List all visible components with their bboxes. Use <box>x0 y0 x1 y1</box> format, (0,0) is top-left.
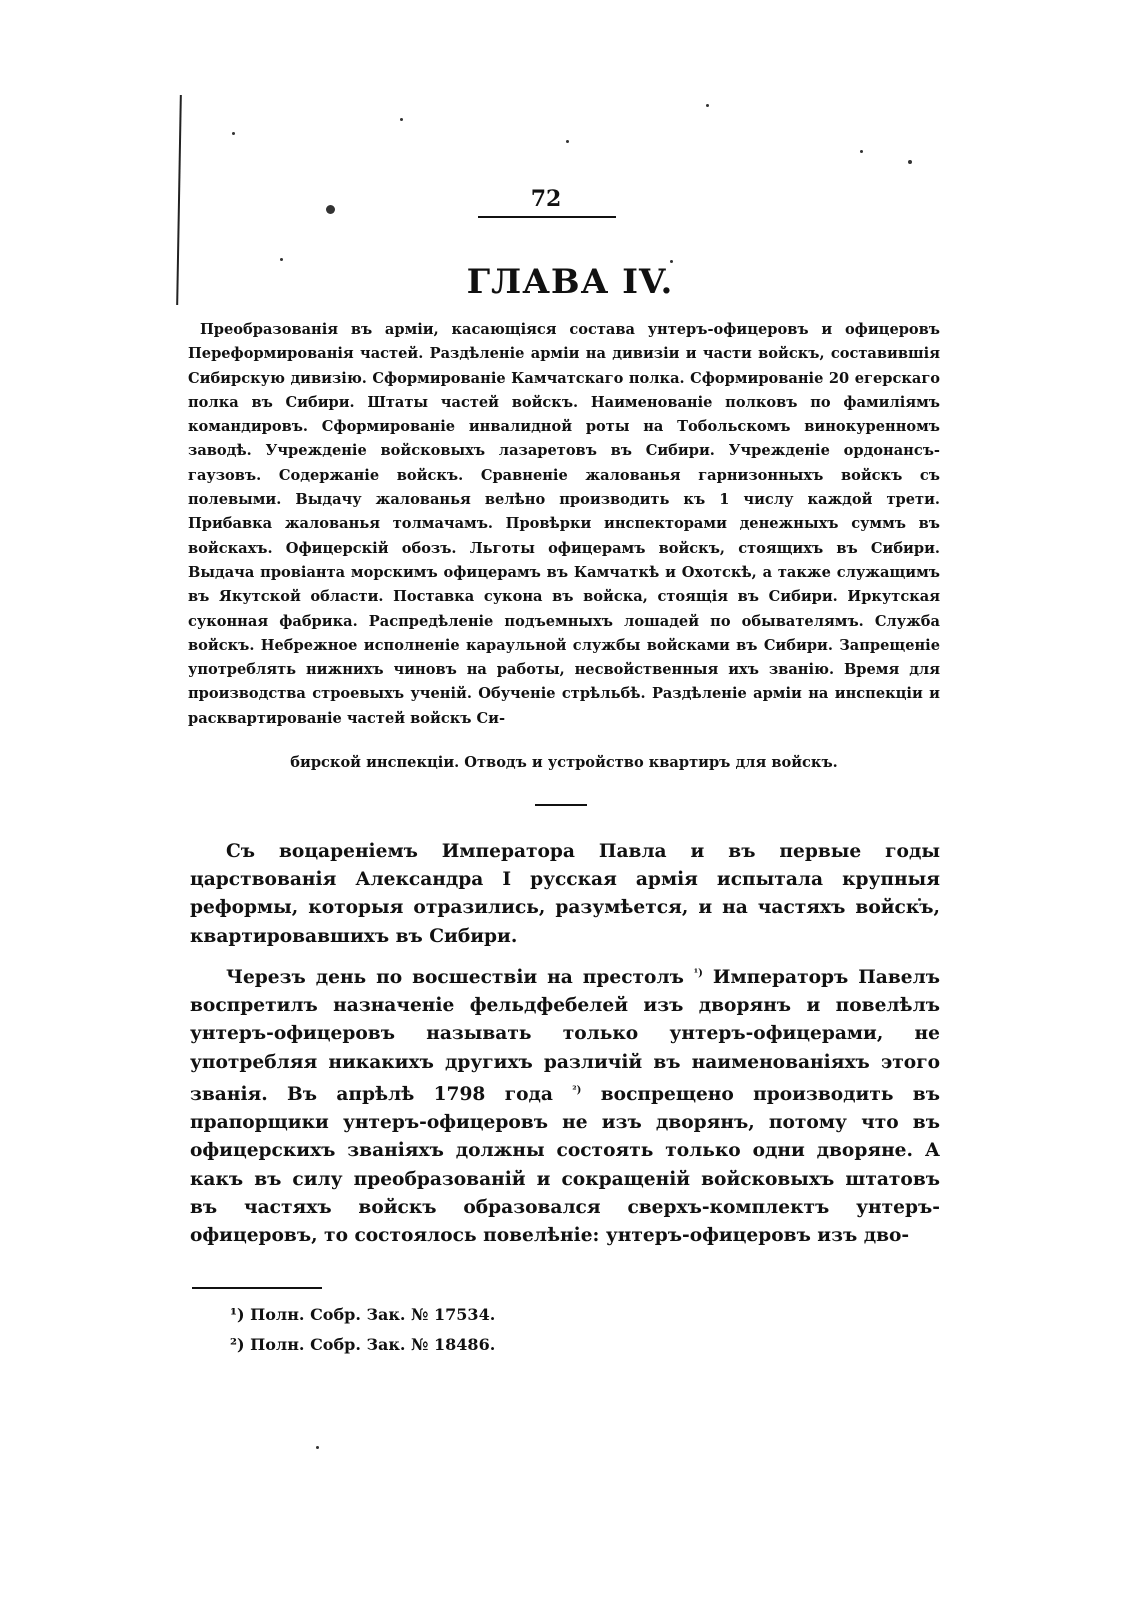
footnotes <box>230 1300 730 1360</box>
footnote-ref: ¹) <box>693 967 703 979</box>
footnote-ref: ²) <box>572 1084 582 1096</box>
section-separator <box>535 804 587 806</box>
scan-speck <box>566 140 569 143</box>
chapter-title: ГЛАВА IV. <box>466 262 674 302</box>
scan-speck <box>326 205 335 214</box>
paragraph-text: воспрещено производить въ прапорщики унтеръ-офицеровъ не изъ дворянъ, потому что въ офицерскихъ званіяхъ должны состоять только одни дворяне. А какъ въ силу преобразованій и сокращеній войсковыхъ штатовъ въ частяхъ войскъ образовался сверхъ-комплектъ унтеръ-офицеровъ, то состоялось повелѣніе: унтеръ-офицеровъ изъ дво- <box>190 1084 940 1247</box>
page-number-rule <box>478 216 616 218</box>
paragraph-text: Императоръ Павелъ воспретилъ назначеніе фельдфебелей изъ дворянъ и повелѣлъ унтеръ-офицеровъ называть только унтеръ-офицерами, не употребляя никакихъ другихъ различій въ наименованіяхъ этого званія. Въ апрѣлѣ 1798 года <box>190 967 940 1105</box>
scan-speck <box>860 150 863 153</box>
paragraph <box>190 960 940 1250</box>
scan-speck <box>706 104 709 107</box>
scan-speck <box>280 258 283 261</box>
footnote: ²) Полн. Собр. Зак. № 18486. <box>230 1335 496 1354</box>
scan-speck <box>232 132 235 135</box>
body-text <box>190 838 940 1259</box>
paragraph-text: Черезъ день по восшествіи на престолъ <box>226 967 684 988</box>
footnote: ¹) Полн. Собр. Зак. № 17534. <box>230 1305 496 1324</box>
paragraph: Съ воцареніемъ Императора Павла и въ первые годы царствованія Александра I русская армія испытала крупныя реформы, которыя отразились, разумѣется, и на частяхъ войскъ, квартировавшихъ въ Сибири. <box>190 841 940 947</box>
footnote-rule <box>192 1287 322 1289</box>
chapter-summary-last-line: бирской инспекціи. Отводъ и устройство квартиръ для войскъ. <box>290 754 838 771</box>
page-number: 72 <box>530 186 562 212</box>
scan-speck <box>316 1446 319 1449</box>
scan-speck <box>908 160 912 164</box>
chapter-summary: Преобразованія въ арміи, касающіяся состава унтеръ-офицеровъ и офицеровъ Переформированія частей. Раздѣленіе арміи на дивизіи и части войскъ, составившія Сибирскую дивизію. Сформированіе Камчатскаго полка. Сформированіе 20 егерскаго полка въ Сибири. Штаты частей войскъ. Наименованіе полковъ по фамиліямъ командировъ. Сформированіе инвалидной роты на Тобольскомъ винокуренномъ заводѣ. Учрежденіе войсковыхъ лазаретовъ въ Сибири. Учрежденіе ордонансъ-гаузовъ. Содержаніе войскъ. Сравненіе жалованья гарнизонныхъ войскъ съ полевыми. Выдачу жалованья велѣно производить къ 1 числу каждой трети. Прибавка жалованья толмачамъ. Провѣрки инспекторами денежныхъ суммъ въ войскахъ. Офицерскій обозъ. Льготы офицерамъ войскъ, стоящихъ въ Сибири. Выдача провіанта морскимъ офицерамъ въ Камчаткѣ и Охотскѣ, а также служащимъ въ Якутской области. Поставка сукона въ войска, стоящія въ Сибири. Иркутская суконная фабрика. Распредѣленіе подъемныхъ лошадей по обывателямъ. Служба войскъ. Небрежное исполненіе караульной службы войсками въ Сибири. Запрещеніе употреблять нижнихъ чиновъ на работы, несвойственныя ихъ званію. Время для производства строевыхъ ученій. Обученіе стрѣльбѣ. Раздѣленіе арміи на инспекціи и расквартированіе частей войскъ Си- <box>188 321 940 727</box>
scan-speck <box>400 118 403 121</box>
scan-edge-line <box>176 95 182 305</box>
